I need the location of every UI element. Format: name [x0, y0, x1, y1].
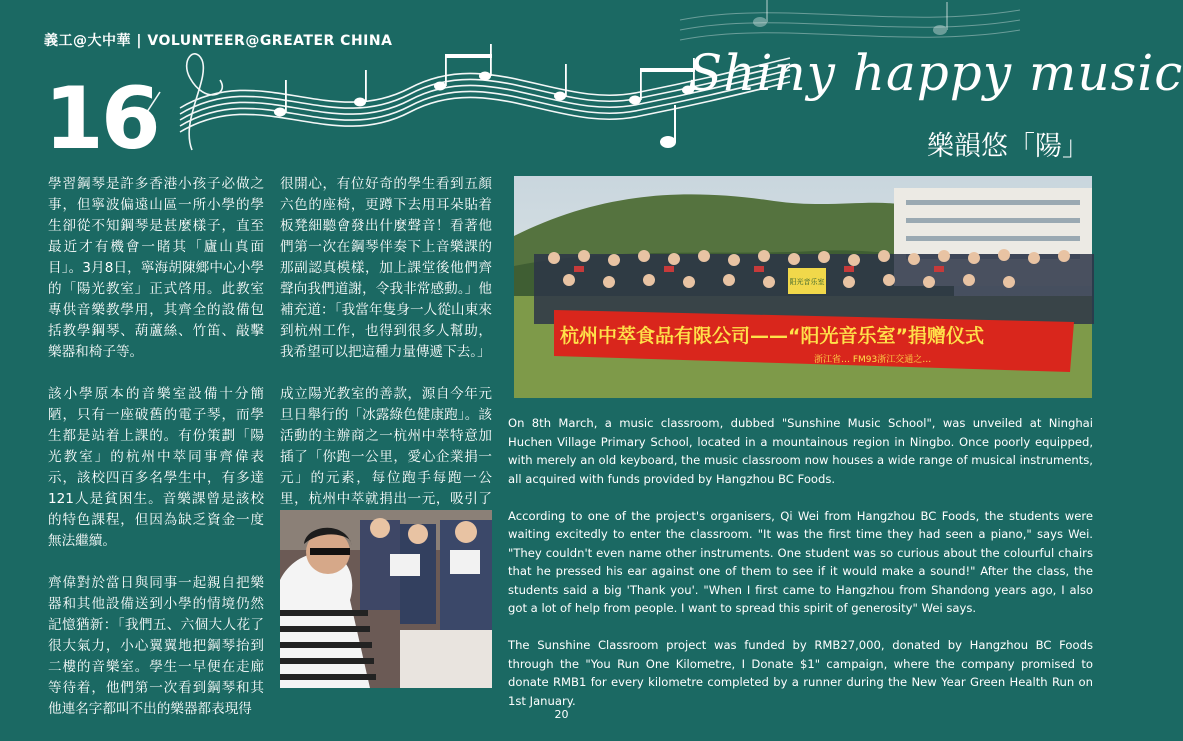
paragraph: The Sunshine Classroom project was funded by RMB27,000, donated by Hangzhou BC Foods through the "You Run One Kilometre, I Donate $1" campaign, where the company promised to donate RMB1 for every kilometre completed by a runner during the New Year Green Health Run on 1st January. [508, 638, 1093, 708]
paragraph: 成立陽光教室的善款，源自今年元旦日舉行的「冰露綠色健康跑」。該活動的主辦商之一杭州中萃特意加插了「你跑一公里，愛心企業捐一元」的元素，每位跑手每跑一公里，杭州中萃就捐出一元，吸引了 [280, 386, 492, 507]
chinese-column-left [48, 174, 264, 741]
section-header: 義工@大中華 | VOLUNTEER@GREATER CHINA [44, 33, 393, 49]
group-photo [514, 176, 1092, 398]
paragraph: 該小學原本的音樂室設備十分簡陋，只有一座破舊的電子琴，而學生都是站着上課的。有份策劃「陽光教室」的杭州中萃同事齊偉表示，該校四百多名學生中，有多達121人是貧困生。音樂課曾是該校的特色課程，但因為缺乏資金一度無法繼續。 [48, 386, 264, 549]
banner-text: 杭州中萃食品有限公司——“阳光音乐室”捐赠仪式 [560, 325, 984, 347]
paragraph: 齊偉對於當日與同事一起親自把樂器和其他設備送到小學的情境仍然記憶猶新：「我們五、六個大人花了很大氣力，小心翼翼地把鋼琴抬到二樓的音樂室。學生一早便在走廊等待着，他們第一次看到鋼琴和其他連名字都叫不出的樂器都表現得 [48, 575, 264, 717]
paragraph: According to one of the project's organisers, Qi Wei from Hangzhou BC Foods, the students were waiting excitedly to enter the classroom. "It was the first time they had seen a piano," says Wei. "They couldn't even name other instruments. One student was so curious about the colourful chairs that he pressed his ear against one of them to see if it would make a sound!" After the class, the students said a big 'Thank you'. "When I first came to Hangzhou from Shandong years ago, I also got a lot of help from people. I want to spread this spirit of generosity" Wei says. [508, 508, 1093, 615]
article-title-en: Shiny happy music [688, 44, 1183, 102]
banner-board-text: 阳光音乐室 [789, 278, 825, 286]
english-column [508, 414, 1093, 729]
classroom-photo [280, 510, 492, 688]
paragraph: 很開心，有位好奇的學生看到五顏六色的座椅，更蹲下去用耳朵貼着板凳細聽會發出什麼聲音！看著他們第一次在鋼琴伴奏下上音樂課的那副認真模樣，加上課堂後他們齊聲向我們道謝，令我非常感動。」他補充道：「我當年隻身一人從山東來到杭州工作，也得到很多人幫助，我希望可以把這種力量傳遞下去。」 [280, 176, 492, 360]
page-footer-number: 20 [554, 708, 569, 721]
paragraph: 學習鋼琴是許多香港小孩子必做之事，但寧波偏遠山區一所小學的學生卻從不知鋼琴是甚麼樣子，直至最近才有機會一睹其「廬山真面目」。3月8日，寧海胡陳鄉中心小學的「陽光教室」正式啓用。此教室專供音樂教學用，其齊全的設備包括教學鋼琴、葫蘆絲、竹笛、敲擊樂器和椅子等。 [48, 176, 264, 360]
paragraph: On 8th March, a music classroom, dubbed "Sunshine Music School", was unveiled at Ninghai Huchen Village Primary School, located in a mountainous region in Ningbo. Once poorly equipped, with merely an old keyboard, the music classroom now houses a wide range of musical instruments, all acquired with funds provided by Hangzhou BC Foods. [508, 416, 1093, 486]
article-title-zh: 樂韻悠「陽」 [927, 131, 1089, 162]
page-number-large: 16 [44, 69, 158, 169]
chinese-column-middle [280, 174, 492, 552]
banner-subtext: 浙江省… FM93浙江交通之… [814, 355, 932, 365]
